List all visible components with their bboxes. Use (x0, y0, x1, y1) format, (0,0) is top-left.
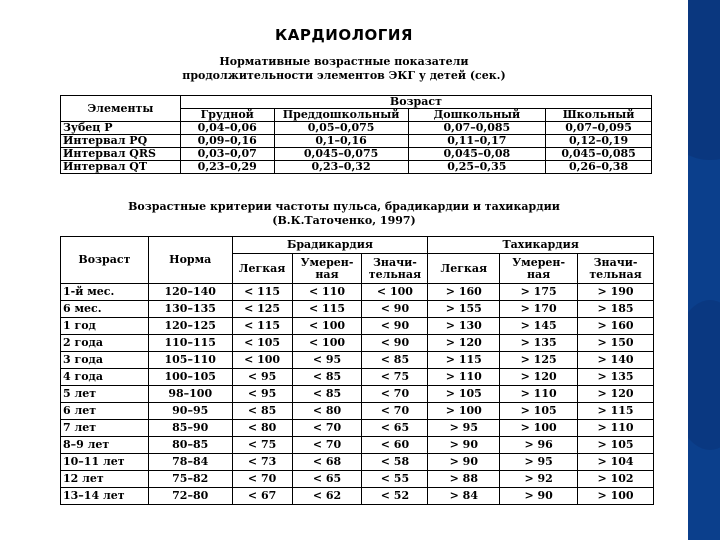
brady-moderate-cell: < 70 (292, 420, 362, 437)
tachy-moderate-cell: > 170 (500, 301, 578, 318)
pulse-caption-line1: Возрастные критерии частоты пульса, брадикардии и тахикардии (128, 200, 560, 213)
table-row (61, 122, 652, 135)
tachy-mild-cell: > 115 (428, 352, 500, 369)
brady-severe-header (362, 254, 428, 284)
brady-mild-cell: < 73 (232, 454, 292, 471)
ecg-cell: 0,07–0,095 (546, 122, 652, 135)
brady-severe-cell: < 90 (362, 318, 428, 335)
table-row (61, 135, 652, 148)
tachy-moderate-line1: Умерен- (512, 255, 566, 269)
brady-severe-cell: < 52 (362, 488, 428, 505)
table-row (61, 284, 654, 301)
ecg-cell: 0,045–0,08 (408, 148, 546, 161)
tachy-moderate-cell: > 92 (500, 471, 578, 488)
brady-severe-cell: < 65 (362, 420, 428, 437)
tachy-severe-cell: > 105 (578, 437, 654, 454)
tachy-mild-cell: > 100 (428, 403, 500, 420)
pulse-age-cell: 4 года (61, 369, 149, 386)
ecg-row-name: Зубец P (61, 122, 181, 135)
ecg-caption-line1: Нормативные возрастные показатели (219, 55, 469, 68)
pulse-age-cell: 12 лет (61, 471, 149, 488)
tachy-mild-cell: > 130 (428, 318, 500, 335)
pulse-age-cell: 8–9 лет (61, 437, 149, 454)
brady-mild-cell: < 115 (232, 318, 292, 335)
pulse-table-caption (0, 200, 688, 228)
tachy-mild-cell: > 90 (428, 454, 500, 471)
table-row (61, 403, 654, 420)
brady-mild-cell: < 80 (232, 420, 292, 437)
ecg-col-school: Школьный (546, 109, 652, 122)
brady-mild-cell: < 100 (232, 352, 292, 369)
tachy-mild-cell: > 105 (428, 386, 500, 403)
table-row (61, 369, 654, 386)
brady-mild-cell: < 95 (232, 369, 292, 386)
brady-moderate-cell: < 100 (292, 318, 362, 335)
pulse-norm-cell: 90–95 (148, 403, 232, 420)
ecg-cell: 0,07–0,085 (408, 122, 546, 135)
tachy-mild-cell: > 110 (428, 369, 500, 386)
pulse-header-tachycardia: Тахикардия (428, 237, 654, 254)
tachy-moderate-cell: > 125 (500, 352, 578, 369)
tachy-moderate-cell: > 120 (500, 369, 578, 386)
tachy-moderate-cell: > 105 (500, 403, 578, 420)
tachy-severe-cell: > 135 (578, 369, 654, 386)
ecg-cell: 0,23–0,29 (180, 161, 274, 174)
tachy-severe-cell: > 160 (578, 318, 654, 335)
pulse-norm-cell: 130–135 (148, 301, 232, 318)
table-row (61, 386, 654, 403)
tachy-severe-cell: > 102 (578, 471, 654, 488)
tachy-moderate-cell: > 100 (500, 420, 578, 437)
brady-moderate-cell: < 110 (292, 284, 362, 301)
pulse-norm-cell: 120–125 (148, 318, 232, 335)
brady-moderate-cell: < 85 (292, 369, 362, 386)
ecg-cell: 0,045–0,075 (274, 148, 408, 161)
tachy-severe-cell: > 104 (578, 454, 654, 471)
ecg-intervals-table (60, 95, 652, 174)
pulse-norm-cell: 85–90 (148, 420, 232, 437)
tachy-mild-cell: > 88 (428, 471, 500, 488)
table-row (61, 454, 654, 471)
tachy-severe-cell: > 115 (578, 403, 654, 420)
brady-severe-line1: Значи- (372, 255, 417, 269)
pulse-age-cell: 10–11 лет (61, 454, 149, 471)
brady-moderate-cell: < 68 (292, 454, 362, 471)
tachy-severe-header (578, 254, 654, 284)
pulse-norm-cell: 78–84 (148, 454, 232, 471)
pulse-age-cell: 6 лет (61, 403, 149, 420)
brady-moderate-cell: < 100 (292, 335, 362, 352)
tachy-moderate-cell: > 96 (500, 437, 578, 454)
pulse-criteria-table (60, 236, 654, 505)
brady-moderate-cell: < 95 (292, 352, 362, 369)
ecg-cell: 0,04–0,06 (180, 122, 274, 135)
tachy-severe-cell: > 140 (578, 352, 654, 369)
brady-mild-cell: < 75 (232, 437, 292, 454)
pulse-age-cell: 13–14 лет (61, 488, 149, 505)
tachy-mild-cell: > 84 (428, 488, 500, 505)
ecg-col-infant: Грудной (180, 109, 274, 122)
brady-moderate-line1: Умерен- (300, 255, 354, 269)
pulse-norm-cell: 75–82 (148, 471, 232, 488)
table-row (61, 148, 652, 161)
ecg-cell: 0,12–0,19 (546, 135, 652, 148)
ecg-col-preschool: Дошкольный (408, 109, 546, 122)
table-row (61, 301, 654, 318)
brady-mild-header: Легкая (232, 254, 292, 284)
brady-severe-cell: < 75 (362, 369, 428, 386)
pulse-header-age: Возраст (61, 237, 149, 284)
tachy-severe-cell: > 110 (578, 420, 654, 437)
ecg-cell: 0,09–0,16 (180, 135, 274, 148)
tachy-mild-cell: > 120 (428, 335, 500, 352)
tachy-moderate-cell: > 95 (500, 454, 578, 471)
tachy-mild-header: Легкая (428, 254, 500, 284)
brady-moderate-cell: < 70 (292, 437, 362, 454)
tachy-moderate-cell: > 110 (500, 386, 578, 403)
brady-moderate-cell: < 80 (292, 403, 362, 420)
table-row (61, 488, 654, 505)
ecg-cell: 0,1–0,16 (274, 135, 408, 148)
tachy-moderate-line2: ная (527, 267, 551, 281)
pulse-age-cell: 7 лет (61, 420, 149, 437)
ecg-col-preschool-early: Преддошкольный (274, 109, 408, 122)
brady-severe-cell: < 55 (362, 471, 428, 488)
ecg-header-age: Возраст (180, 96, 651, 109)
pulse-norm-cell: 120–140 (148, 284, 232, 301)
tachy-severe-cell: > 150 (578, 335, 654, 352)
brady-mild-cell: < 95 (232, 386, 292, 403)
brady-mild-cell: < 85 (232, 403, 292, 420)
pulse-caption-line2: (В.К.Таточенко, 1997) (272, 214, 416, 227)
tachy-severe-line2: тельная (589, 267, 642, 281)
tachy-severe-cell: > 120 (578, 386, 654, 403)
ecg-row-name: Интервал PQ (61, 135, 181, 148)
brady-moderate-header (292, 254, 362, 284)
pulse-age-cell: 3 года (61, 352, 149, 369)
pulse-age-cell: 1-й мес. (61, 284, 149, 301)
brady-severe-cell: < 90 (362, 301, 428, 318)
brady-severe-cell: < 70 (362, 386, 428, 403)
tachy-moderate-cell: > 145 (500, 318, 578, 335)
brady-severe-cell: < 60 (362, 437, 428, 454)
pulse-norm-cell: 100–105 (148, 369, 232, 386)
pulse-norm-cell: 110–115 (148, 335, 232, 352)
tachy-moderate-cell: > 135 (500, 335, 578, 352)
table-row (61, 437, 654, 454)
pulse-age-cell: 2 года (61, 335, 149, 352)
brady-mild-cell: < 125 (232, 301, 292, 318)
table-row (61, 420, 654, 437)
ecg-cell: 0,23–0,32 (274, 161, 408, 174)
brady-severe-line2: тельная (368, 267, 422, 281)
tachy-severe-cell: > 190 (578, 284, 654, 301)
table-row (61, 471, 654, 488)
tachy-severe-cell: > 185 (578, 301, 654, 318)
tachy-moderate-cell: > 90 (500, 488, 578, 505)
ecg-row-name: Интервал QT (61, 161, 181, 174)
pulse-norm-cell: 98–100 (148, 386, 232, 403)
pulse-norm-cell: 105–110 (148, 352, 232, 369)
brady-moderate-cell: < 65 (292, 471, 362, 488)
ecg-cell: 0,26–0,38 (546, 161, 652, 174)
pulse-table-body (61, 284, 654, 505)
pulse-norm-cell: 80–85 (148, 437, 232, 454)
ecg-cell: 0,11–0,17 (408, 135, 546, 148)
table-row (61, 161, 652, 174)
brady-severe-cell: < 58 (362, 454, 428, 471)
tachy-moderate-header (500, 254, 578, 284)
brady-severe-cell: < 100 (362, 284, 428, 301)
brady-severe-cell: < 90 (362, 335, 428, 352)
brady-moderate-line2: ная (315, 267, 339, 281)
ecg-cell: 0,05–0,075 (274, 122, 408, 135)
ecg-cell: 0,045–0,085 (546, 148, 652, 161)
brady-severe-cell: < 70 (362, 403, 428, 420)
table-row (61, 318, 654, 335)
tachy-severe-cell: > 100 (578, 488, 654, 505)
ecg-table-caption (0, 55, 688, 83)
brady-mild-cell: < 67 (232, 488, 292, 505)
ecg-cell: 0,25–0,35 (408, 161, 546, 174)
ecg-cell: 0,03–0,07 (180, 148, 274, 161)
pulse-header-bradycardia: Брадикардия (232, 237, 428, 254)
ecg-header-elements: Элементы (61, 96, 181, 122)
brady-mild-cell: < 70 (232, 471, 292, 488)
brady-mild-cell: < 105 (232, 335, 292, 352)
brady-moderate-cell: < 62 (292, 488, 362, 505)
table-row (61, 352, 654, 369)
brady-severe-cell: < 85 (362, 352, 428, 369)
pulse-age-cell: 5 лет (61, 386, 149, 403)
brady-moderate-cell: < 85 (292, 386, 362, 403)
tachy-mild-cell: > 160 (428, 284, 500, 301)
ecg-caption-line2: продолжительности элементов ЭКГ у детей (сек.) (182, 69, 506, 82)
tachy-severe-line1: Значи- (593, 255, 638, 269)
tachy-mild-cell: > 90 (428, 437, 500, 454)
pulse-age-cell: 6 мес. (61, 301, 149, 318)
tachy-moderate-cell: > 175 (500, 284, 578, 301)
page-title: КАРДИОЛОГИЯ (275, 26, 413, 44)
pulse-header-norm: Норма (148, 237, 232, 284)
pulse-age-cell: 1 год (61, 318, 149, 335)
pulse-norm-cell: 72–80 (148, 488, 232, 505)
brady-moderate-cell: < 115 (292, 301, 362, 318)
ecg-row-name: Интервал QRS (61, 148, 181, 161)
tachy-mild-cell: > 95 (428, 420, 500, 437)
brady-mild-cell: < 115 (232, 284, 292, 301)
tachy-mild-cell: > 155 (428, 301, 500, 318)
table-row (61, 335, 654, 352)
